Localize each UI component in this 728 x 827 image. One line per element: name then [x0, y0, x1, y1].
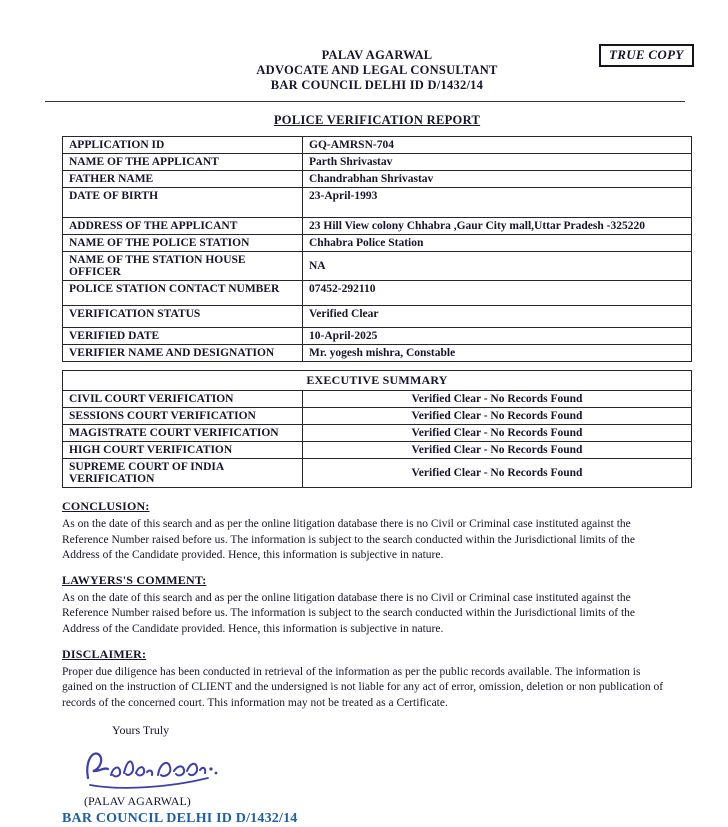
detail-label: FATHER NAME	[63, 171, 303, 188]
true-copy-stamp: TRUE COPY	[599, 44, 694, 67]
section-heading: LAWYERS'S COMMENT:	[62, 573, 207, 588]
section-body: As on the date of this search and as per the online litigation database there is no Civil or Criminal case instituted against the Reference Number raised before us. The information is subject to the search conducted within the Jurisdictional limits of the Address of the Candidate provided. Hence, this information is subjective in nature.	[62, 592, 636, 635]
summary-value: Verified Clear - No Records Found	[303, 425, 692, 442]
bar-council-footer: BAR COUNCIL DELHI ID D/1432/14	[62, 810, 298, 826]
section-heading: CONCLUSION:	[62, 499, 150, 514]
detail-row	[63, 137, 692, 154]
text-section	[62, 499, 668, 563]
summary-row	[63, 391, 692, 408]
closing-text: Yours Truly	[112, 722, 170, 737]
advocate-bar-id: BAR COUNCIL DELHI ID D/1432/14	[270, 77, 484, 92]
detail-label: ADDRESS OF THE APPLICANT	[63, 218, 303, 235]
summary-value: Verified Clear - No Records Found	[303, 408, 692, 425]
summary-value: Verified Clear - No Records Found	[303, 391, 692, 408]
detail-row	[63, 171, 692, 188]
summary-label: SUPREME COURT OF INDIA VERIFICATION	[63, 459, 303, 488]
summary-row	[63, 442, 692, 459]
detail-label: NAME OF THE APPLICANT	[63, 154, 303, 171]
text-section	[62, 647, 668, 711]
header-rule	[45, 101, 685, 102]
summary-label: MAGISTRATE COURT VERIFICATION	[63, 425, 303, 442]
detail-value: 23-April-1993	[303, 188, 692, 218]
detail-row	[63, 306, 692, 328]
letterhead	[62, 48, 692, 92]
detail-row	[63, 281, 692, 306]
detail-value: Mr. yogesh mishra, Constable	[303, 345, 692, 362]
summary-row	[63, 425, 692, 442]
detail-value: Verified Clear	[303, 306, 692, 328]
summary-label: SESSIONS COURT VERIFICATION	[63, 408, 303, 425]
detail-label: POLICE STATION CONTACT NUMBER	[63, 281, 303, 306]
detail-label: VERIFIED DATE	[63, 328, 303, 345]
detail-value: NA	[303, 252, 692, 281]
report-title: POLICE VERIFICATION REPORT	[273, 113, 481, 128]
summary-value: Verified Clear - No Records Found	[303, 459, 692, 488]
detail-row	[63, 188, 692, 218]
summary-label: CIVIL COURT VERIFICATION	[63, 391, 303, 408]
applicant-details-table	[62, 136, 692, 362]
text-section	[62, 573, 668, 637]
section-body: As on the date of this search and as per the online litigation database there is no Civil or Criminal case instituted against the Reference Number raised before us. The information is subject to the search conducted within the Jurisdictional limits of the Address of the Candidate provided. Hence, this information is subjective in nature.	[62, 518, 636, 561]
summary-row	[63, 459, 692, 488]
detail-value: 10-April-2025	[303, 328, 692, 345]
detail-value: 23 Hill View colony Chhabra ,Gaur City mall,Uttar Pradesh -325220	[303, 218, 692, 235]
advocate-name: PALAV AGARWAL	[321, 48, 433, 62]
detail-label: NAME OF THE POLICE STATION	[63, 235, 303, 252]
handwritten-signature-icon	[80, 746, 220, 794]
detail-label: NAME OF THE STATION HOUSE OFFICER	[63, 252, 303, 281]
detail-value: 07452-292110	[303, 281, 692, 306]
detail-row	[63, 328, 692, 345]
summary-value: Verified Clear - No Records Found	[303, 442, 692, 459]
detail-value: Parth Shrivastav	[303, 154, 692, 171]
detail-label: APPLICATION ID	[63, 137, 303, 154]
advocate-role: ADVOCATE AND LEGAL CONSULTANT	[256, 62, 498, 77]
executive-summary-table	[62, 370, 692, 488]
section-body: Proper due diligence has been conducted in retrieval of the information as per the public records available. The information is gained on the instruction of CLIENT and the undersigned is not liable for any act of error, omission, deletion or non publication of records of the concerned court. This information may not be treated as a Certificate.	[62, 665, 664, 709]
detail-row	[63, 345, 692, 362]
title-row	[62, 111, 692, 129]
text-sections	[62, 499, 668, 711]
summary-label: HIGH COURT VERIFICATION	[63, 442, 303, 459]
detail-value: GQ-AMRSN-704	[303, 137, 692, 154]
detail-row	[63, 235, 692, 252]
section-heading: DISCLAIMER:	[62, 646, 147, 661]
detail-label: VERIFIER NAME AND DESIGNATION	[63, 345, 303, 362]
executive-summary-header-row	[63, 371, 692, 391]
detail-row	[63, 218, 692, 235]
executive-summary-heading: EXECUTIVE SUMMARY	[63, 371, 692, 391]
detail-value: Chhabra Police Station	[303, 235, 692, 252]
signatory-name: (PALAV AGARWAL)	[84, 793, 191, 808]
detail-label: DATE OF BIRTH	[63, 188, 303, 218]
summary-row	[63, 408, 692, 425]
detail-row	[63, 252, 692, 281]
detail-row	[63, 154, 692, 171]
detail-value: Chandrabhan Shrivastav	[303, 171, 692, 188]
detail-label: VERIFICATION STATUS	[63, 306, 303, 328]
